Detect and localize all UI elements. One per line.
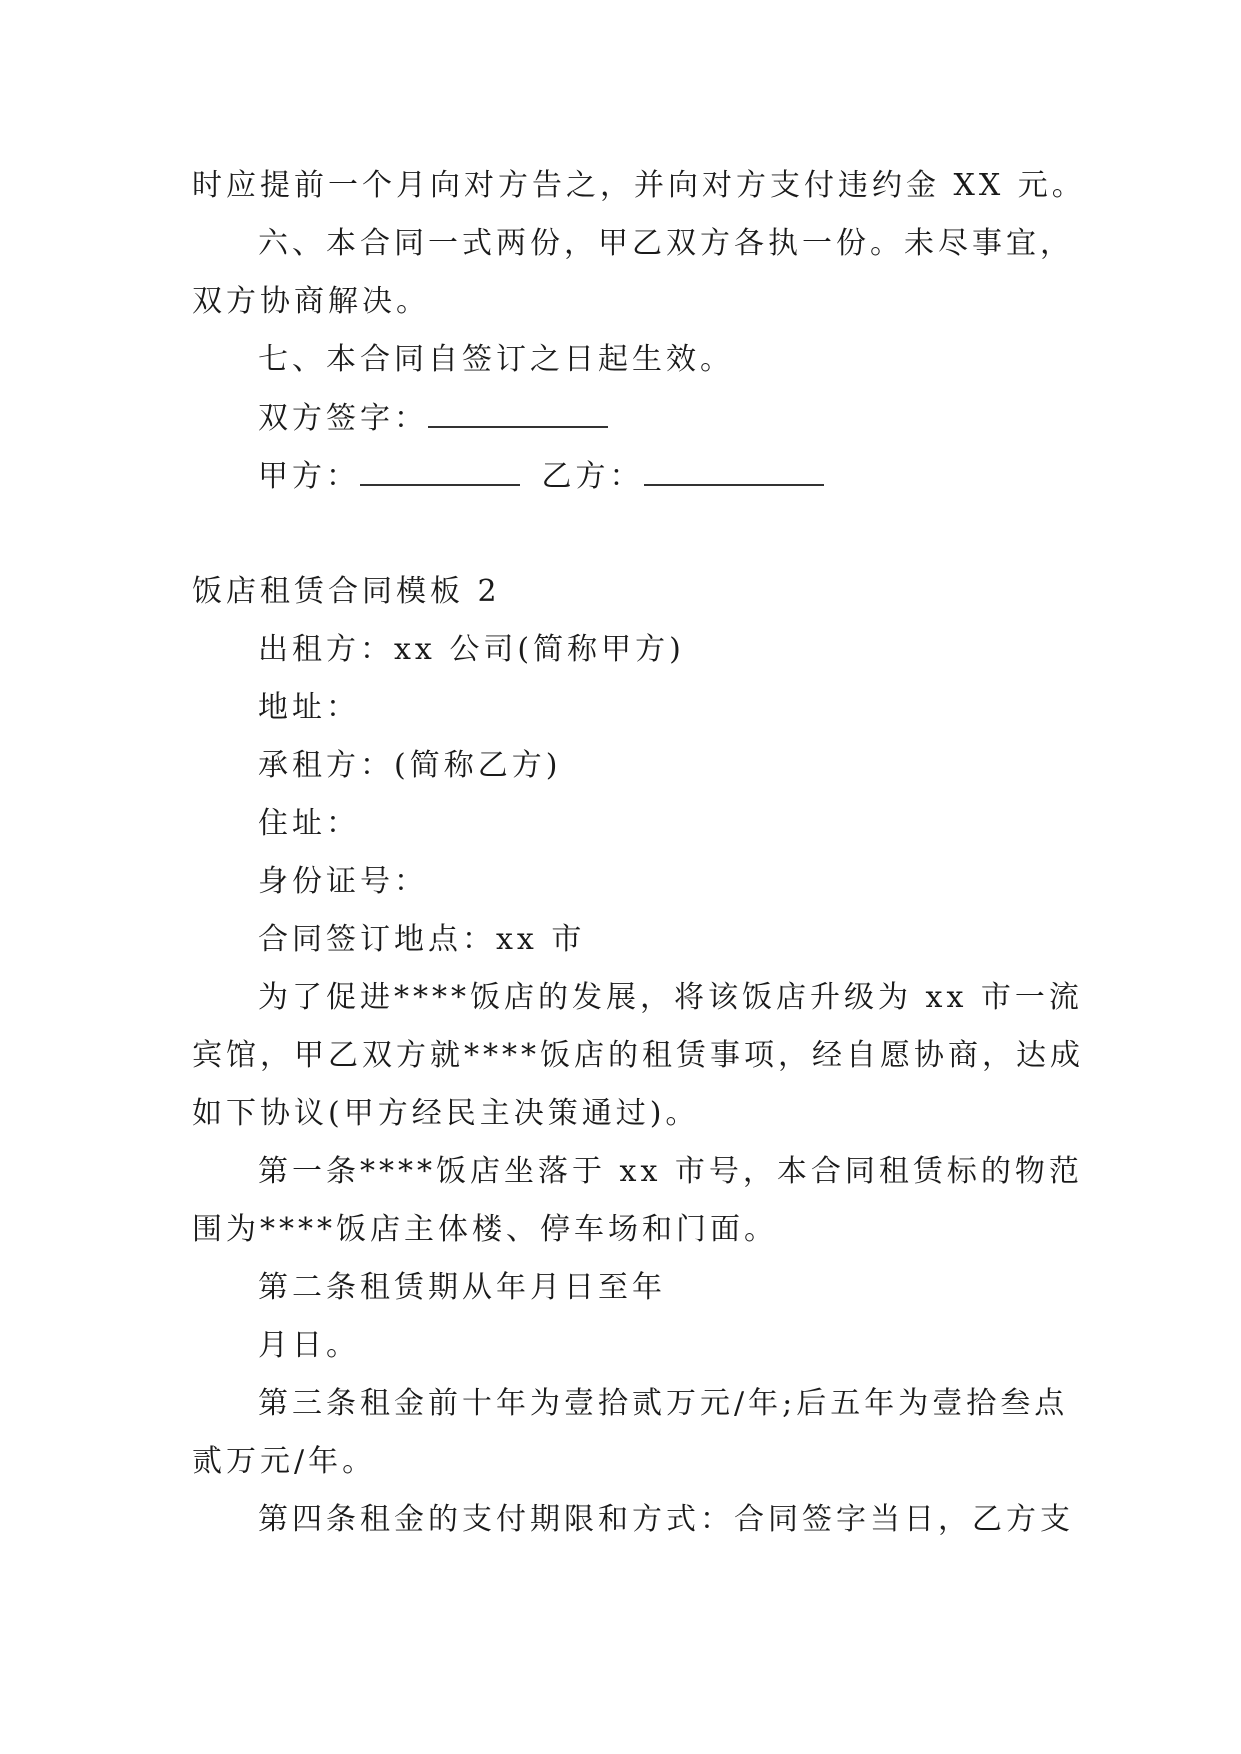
- id-number-line: 身份证号：: [258, 864, 428, 899]
- address-line: 地址：: [258, 690, 360, 725]
- clause-6: 六、本合同一式两份，甲乙双方各执一份。未尽事宜，: [258, 226, 1074, 261]
- party-a-signature-blank: [360, 456, 520, 486]
- section-title: 饭店租赁合同模板 2: [192, 574, 501, 609]
- article-4: 第四条租金的支付期限和方式：合同签字当日，乙方支: [258, 1502, 1074, 1537]
- article-2: 月日。: [258, 1328, 360, 1363]
- lessor-line: 出租方：xx 公司(简称甲方): [258, 632, 685, 667]
- party-a-label: 甲方：: [258, 459, 360, 494]
- clause-7: 七、本合同自签订之日起生效。: [258, 342, 734, 377]
- article-2: 第二条租赁期从年月日至年: [258, 1270, 666, 1305]
- party-b-signature-blank: [644, 456, 824, 486]
- both-signature-label: 双方签字：: [258, 401, 428, 436]
- party-b-label: 乙方：: [541, 459, 644, 494]
- intro-paragraph: 如下协议(甲方经民主决策通过)。: [192, 1096, 700, 1131]
- signature-row-parties: [258, 456, 1138, 496]
- sign-place-line: 合同签订地点：xx 市: [258, 922, 586, 957]
- lessee-line: 承租方：(简称乙方): [258, 748, 562, 783]
- both-signature-blank: [428, 398, 608, 428]
- text-line: 时应提前一个月向对方告之，并向对方支付违约金 XX 元。: [192, 168, 1086, 203]
- residence-line: 住址：: [258, 806, 360, 841]
- signature-row-both: [258, 398, 1138, 438]
- article-1: 围为****饭店主体楼、停车场和门面。: [192, 1212, 778, 1247]
- intro-paragraph: 为了促进****饭店的发展，将该饭店升级为 xx 市一流: [258, 980, 1083, 1015]
- article-3: 第三条租金前十年为壹拾贰万元/年;后五年为壹拾叁点: [258, 1386, 1069, 1421]
- text-line: 双方协商解决。: [192, 284, 430, 319]
- article-1: 第一条****饭店坐落于 xx 市号，本合同租赁标的物范: [258, 1154, 1083, 1189]
- article-3: 贰万元/年。: [192, 1444, 377, 1479]
- intro-paragraph: 宾馆，甲乙双方就****饭店的租赁事项，经自愿协商，达成: [192, 1038, 1084, 1073]
